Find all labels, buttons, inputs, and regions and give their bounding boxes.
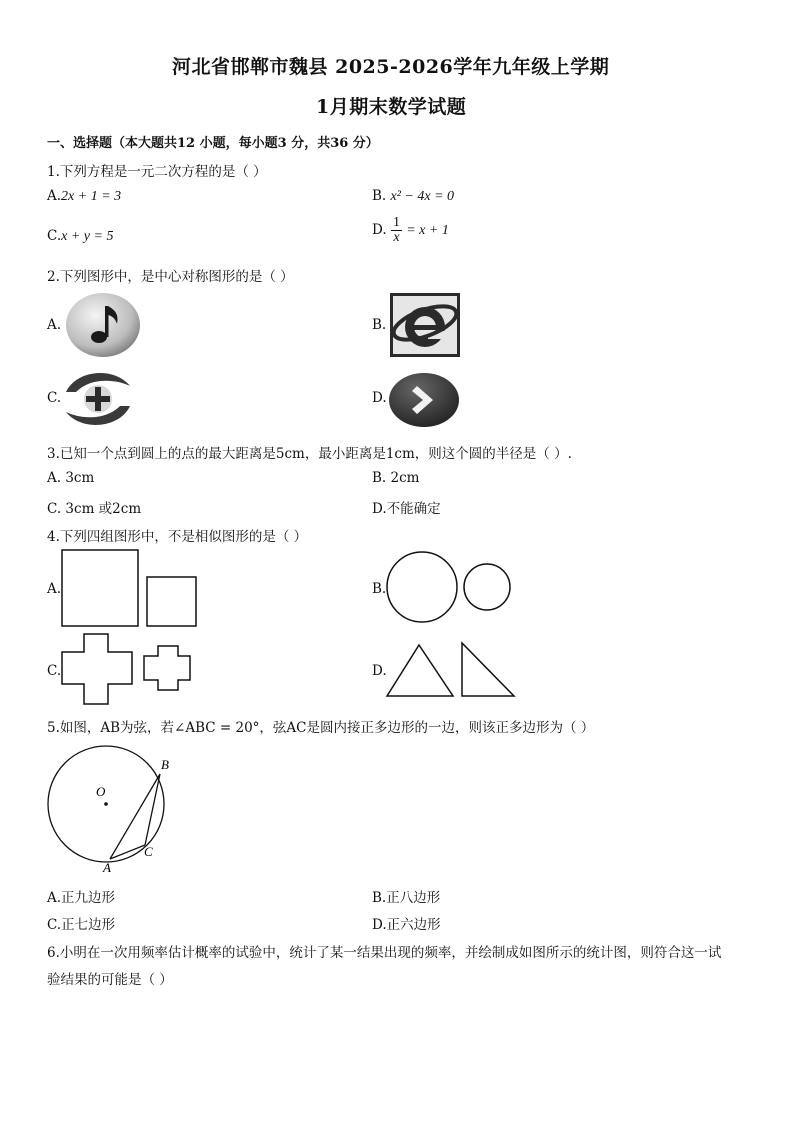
music-note-icon bbox=[65, 292, 141, 358]
q4-d-label: D. bbox=[372, 663, 387, 679]
large-circle bbox=[387, 552, 457, 622]
q4-stem: 4.下列四组图形中，不是相似图形的是（ ） bbox=[47, 529, 308, 545]
q4-b-label: B. bbox=[372, 581, 387, 597]
small-circle bbox=[464, 564, 510, 610]
q1-d-label: D. bbox=[372, 222, 387, 238]
q1-c-label: C. bbox=[47, 228, 62, 244]
q6-stem-line2: 验结果的可能是（ ） bbox=[47, 972, 173, 988]
q3-option-d: D.不能确定 bbox=[372, 501, 441, 517]
equilateral-triangle bbox=[387, 645, 453, 696]
q5-option-c: C.正七边形 bbox=[47, 917, 116, 933]
label-b: B bbox=[161, 757, 169, 772]
exam-title-line1: 河北省邯郸市魏县 2025-2026学年九年级上学期 bbox=[172, 56, 610, 78]
q2-c-label: C. bbox=[47, 390, 62, 406]
large-square bbox=[62, 550, 138, 626]
q6-stem-line1: 6.小明在一次用频率估计概率的试验中，统计了某一结果出现的频率，并绘制成如图所示的统计图，则符合这一试 bbox=[47, 945, 722, 961]
section-heading: 一、选择题（本大题共12 小题，每小题3 分，共36 分） bbox=[47, 136, 379, 151]
chord-ac bbox=[110, 845, 145, 859]
plus-swirl-icon bbox=[62, 368, 134, 430]
q5-option-d: D.正六边形 bbox=[372, 917, 441, 933]
q5-option-a: A.正九边形 bbox=[47, 890, 116, 906]
q1-option-b bbox=[372, 188, 454, 205]
q4-c-crosses-figure bbox=[60, 632, 194, 708]
q1-d-rest: = x + 1 bbox=[406, 223, 449, 238]
q1-stem: 1.下列方程是一元二次方程的是（ ） bbox=[47, 164, 267, 180]
q4-b-circles-figure bbox=[384, 550, 514, 626]
small-cross bbox=[144, 646, 190, 690]
q2-stem: 2.下列图形中，是中心对称图形的是（ ） bbox=[47, 269, 294, 285]
q1-option-a bbox=[47, 188, 121, 205]
chord-bc bbox=[145, 774, 160, 845]
q2-b-label: B. bbox=[372, 317, 387, 333]
chevron-right-circle-icon bbox=[388, 372, 460, 428]
center-point bbox=[104, 802, 108, 806]
large-cross bbox=[62, 634, 132, 704]
q1-d-fraction bbox=[391, 216, 402, 245]
q1-option-c bbox=[47, 228, 113, 245]
q3-option-b: B. 2cm bbox=[372, 470, 420, 486]
q3-option-c: C. 3cm 或2cm bbox=[47, 501, 142, 517]
q1-option-d bbox=[372, 216, 449, 245]
q1-a-label: A. bbox=[47, 188, 62, 204]
label-a: A bbox=[103, 860, 111, 875]
small-square bbox=[147, 577, 196, 626]
q2-d-label: D. bbox=[372, 390, 387, 406]
right-triangle bbox=[462, 643, 514, 696]
q1-a-expr: 2x + 1 = 3 bbox=[61, 189, 122, 204]
q1-b-expr: x² − 4x = 0 bbox=[390, 189, 455, 204]
q3-stem: 3.已知一个点到圆上的点的最大距离是5cm，最小距离是1cm，则这个圆的半径是（ ）. bbox=[47, 446, 572, 462]
q5-stem: 5.如图，AB为弦，若∠ABC = 20°，弦AC是圆内接正多边形的一边，则该正多边形为（ ） bbox=[47, 720, 595, 736]
label-c: C bbox=[144, 844, 153, 859]
q4-a-label: A. bbox=[47, 581, 62, 597]
q5-option-b: B.正八边形 bbox=[372, 890, 441, 906]
q4-a-squares-figure bbox=[60, 548, 200, 628]
exam-title-line2: 1月期末数学试题 bbox=[316, 96, 467, 118]
label-o: O bbox=[96, 784, 106, 799]
q4-c-label: C. bbox=[47, 663, 62, 679]
browser-e-logo-icon bbox=[390, 293, 460, 357]
q2-a-label: A. bbox=[47, 317, 62, 333]
q1-d-denominator: x bbox=[393, 230, 400, 245]
q1-b-label: B. bbox=[372, 188, 387, 204]
q1-d-numerator: 1 bbox=[392, 215, 400, 230]
q1-c-expr: x + y = 5 bbox=[61, 229, 114, 244]
q3-option-a: A. 3cm bbox=[47, 470, 95, 486]
q4-d-triangles-figure bbox=[385, 641, 517, 701]
q5-circle-figure bbox=[44, 752, 184, 875]
